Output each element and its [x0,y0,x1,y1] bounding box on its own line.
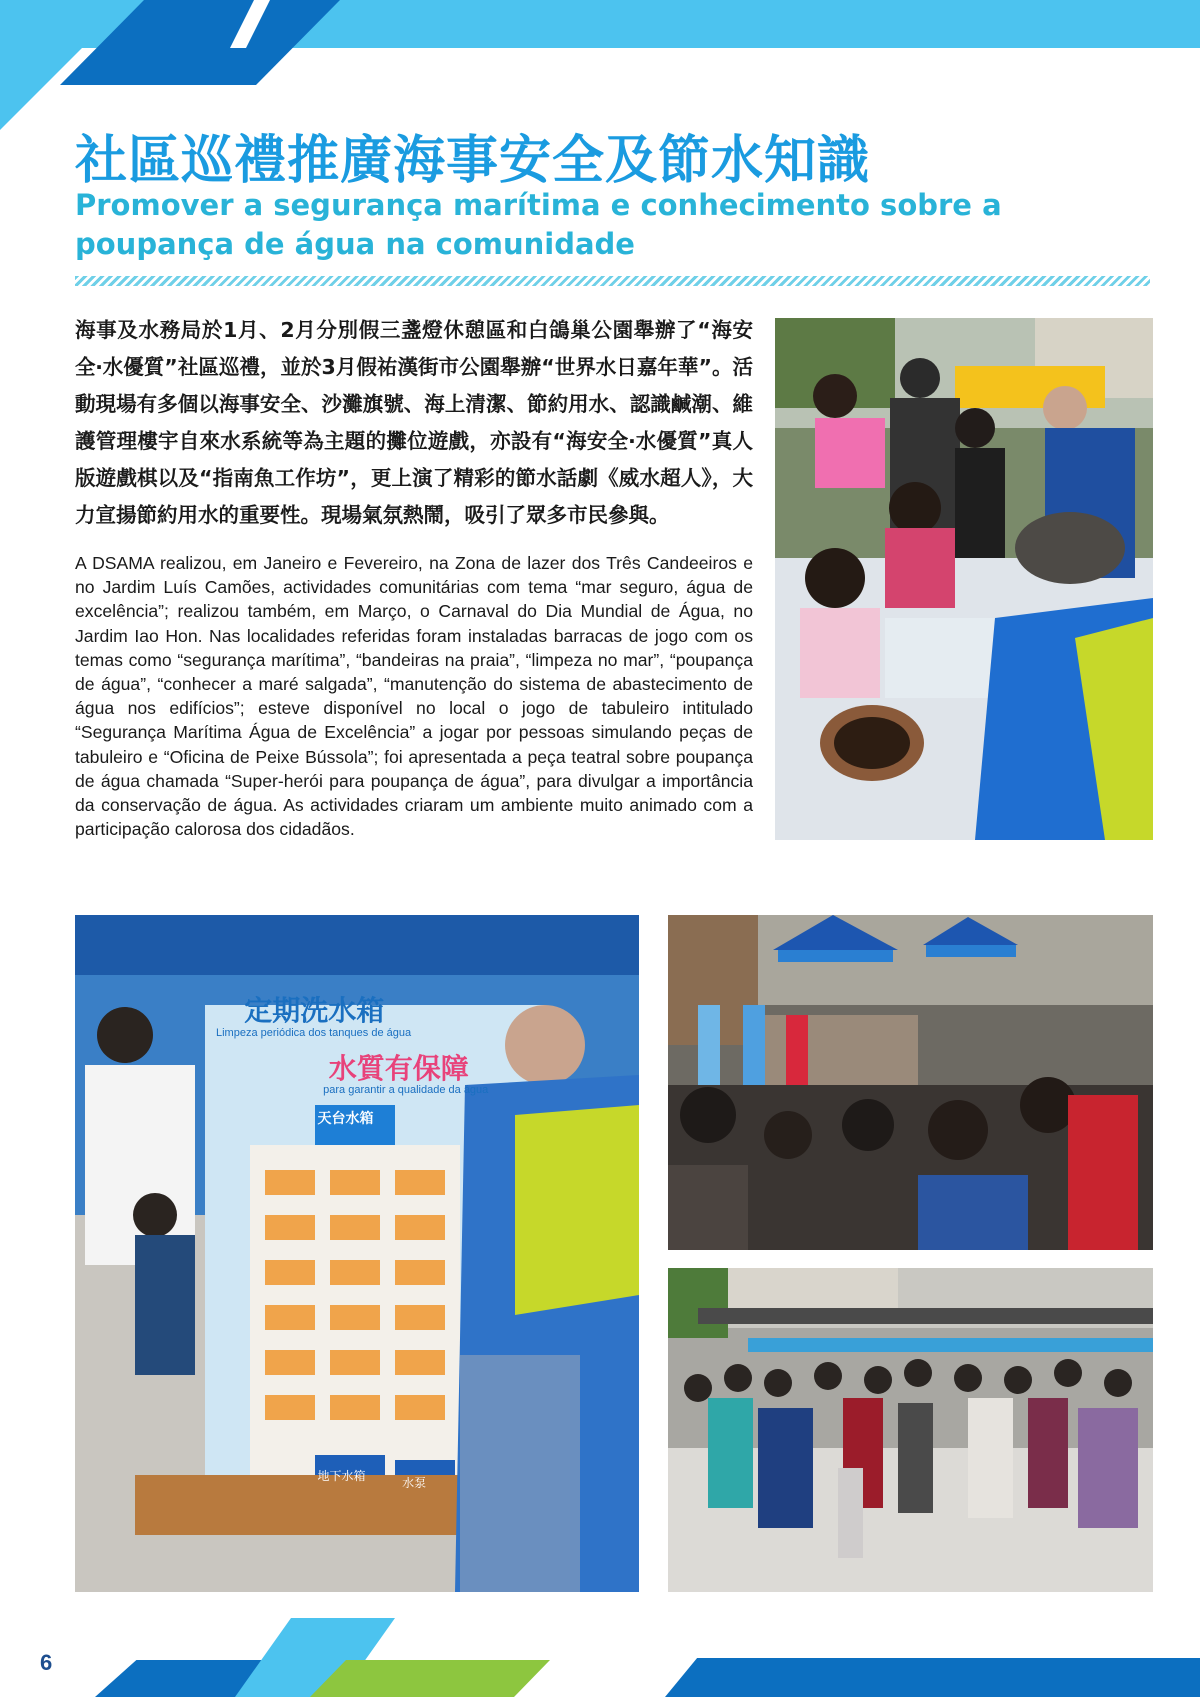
photo-children-activity [775,318,1153,840]
board-tank-roof: 天台水箱 [317,1110,374,1127]
page-title-pt: Promover a segurança marítima e conhecimento sobre a poupança de água na comunidade [75,188,1002,261]
page-title-zh: 社區巡禮推廣海事安全及節水知識 [75,131,871,191]
photo-water-tank-display [75,915,639,1592]
footer-right-band [665,1658,1200,1697]
board-pump: 水泵 [402,1475,427,1490]
article-paragraph-pt: A DSAMA realizou, em Janeiro e Fevereiro, na Zona de lazer dos Três Candeeiros e no Jardim Luís Camões, actividades comunitárias com tema “mar seguro, água de excelência”; realizou também, em Março, o Carnaval do Dia Mundial de Água, no Jardim Iao Hon. Nas localidades referidas foram instaladas barracas de jogo com os temas como “segurança marítima”, “bandeiras na praia”, “limpeza no mar”, “poupança de água”, “conhecer a maré salgada”, “manutenção do sistema de abastecimento de água nos edifícios”; esteve disponível no local o jogo de tabuleiro intitulado “Segurança Marítima Água de Excelência” a jogar por pessoas simulando peças de tabuleiro e “Oficina de Peixe Bússola”; foi apresentada a peça teatral sobre poupança de água chamada “Super-herói para poupança de água”, para divulgar a importância da conservação de água. As actividades criaram um ambiente muito animado com a participação calorosa dos cidadãos. [75,553,753,840]
board-line-1: 定期洗水箱 [244,994,385,1028]
photo-drama-crowd [668,915,1153,1250]
board-line-2: Limpeza periódica dos tanques de água [216,1026,412,1039]
article-paragraph-zh: 海事及水務局於1月、2月分別假三盞燈休憩區和白鴿巢公園舉辦了“海安全‧水優質”社區巡禮，並於3月假祐漢街市公園舉辦“世界水日嘉年華”。活動現場有多個以海事安全、沙灘旗號、海上清潔、節約用水、認識鹹潮、維護管理樓宇自來水系統等為主題的攤位遊戲，亦設有“海安全‧水優質”真人版遊戲棋以及“指南魚工作坊”，更上演了精彩的節水話劇《威水超人》，大力宣揚節約用水的重要性。現場氣氛熱鬧，吸引了眾多市民參與。 [75,318,753,527]
board-line-4: para garantir a qualidade da água [323,1084,489,1097]
footer-green-stripe [310,1660,550,1697]
title-divider [75,276,1150,286]
page-number: 6 [40,1650,53,1675]
board-tank-ground: 地下水箱 [317,1468,366,1483]
photo-carnival-crowd [668,1268,1153,1592]
board-line-3: 水質有保障 [328,1052,469,1085]
